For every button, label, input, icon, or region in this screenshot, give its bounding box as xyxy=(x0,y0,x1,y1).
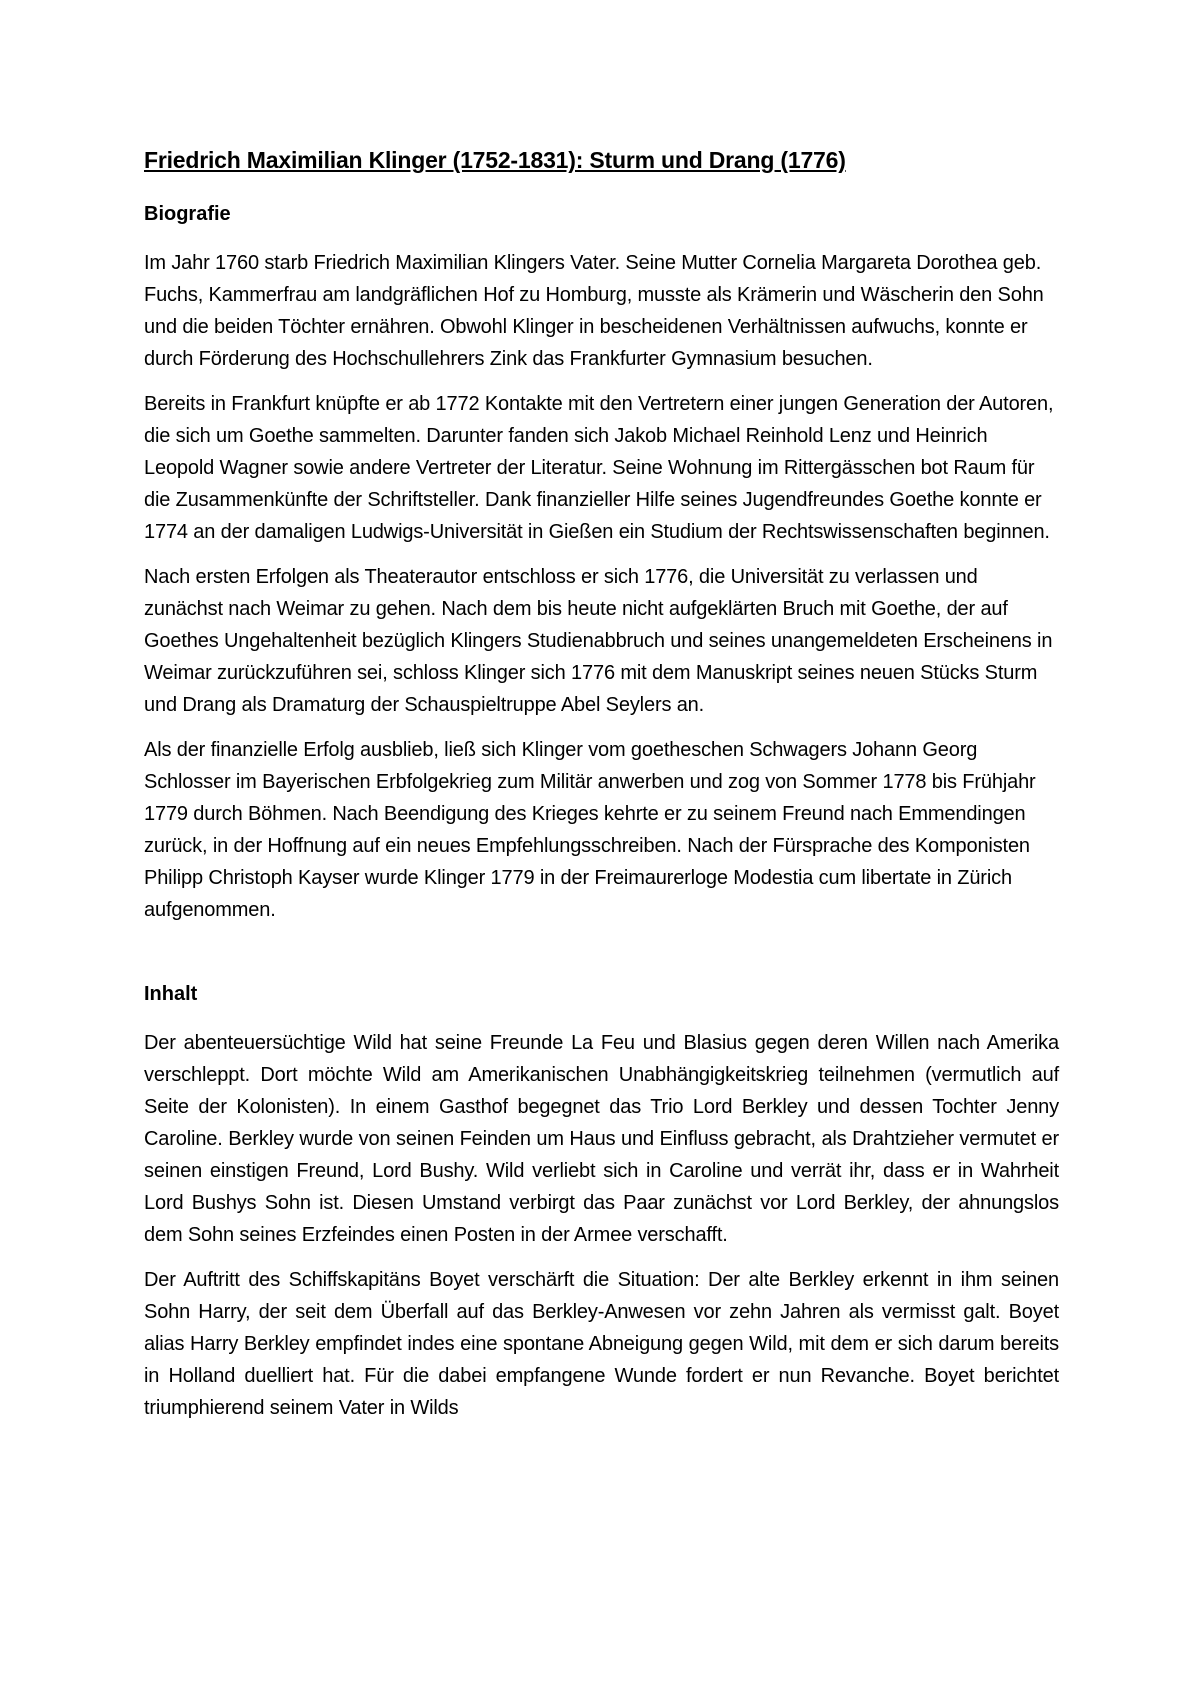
section-heading: Inhalt xyxy=(144,983,198,1005)
paragraph: Nach ersten Erfolgen als Theaterautor entschloss er sich 1776, die Universität zu verlassen und zunächst nach Weimar zu gehen. Nach dem bis heute nicht aufgeklärten Bruch mit Goethe, der auf Goethes Ungehaltenheit bezüglich Klingers Studienabbruch und seines unangemeldeten Erscheinens in Weimar zurückzuführen sei, schloss Klinger sich 1776 mit dem Manuskript seines neuen Stücks Sturm und Drang als Dramaturg der Schauspieltruppe Abel Seylers an. xyxy=(144,566,1053,716)
paragraph: Im Jahr 1760 starb Friedrich Maximilian Klingers Vater. Seine Mutter Cornelia Margareta Dorothea geb. Fuchs, Kammerfrau am landgräflichen Hof zu Homburg, musste als Krämerin und Wäscherin den Sohn und die beiden Töchter ernähren. Obwohl Klinger in bescheidenen Verhältnissen aufwuchs, konnte er durch Förderung des Hochschullehrers Zink das Frankfurter Gymnasium besuchen. xyxy=(144,252,1044,370)
document-title: Friedrich Maximilian Klinger (1752-1831): Sturm und Drang (1776) xyxy=(144,147,846,173)
document-page xyxy=(144,143,1059,1437)
section-biografie xyxy=(144,199,1059,926)
paragraph: Der abenteuersüchtige Wild hat seine Freunde La Feu und Blasius gegen deren Willen nach Amerika verschleppt. Dort möchte Wild am Amerikanischen Unabhängigkeitskrieg teilnehmen (vermutlich auf Seite der Kolonisten). In einem Gasthof begegnet das Trio Lord Berkley und dessen Tochter Jenny Caroline. Berkley wurde von seinen Feinden um Haus und Einfluss gebracht, als Drahtzieher vermutet er seinen einstigen Freund, Lord Bushy. Wild verliebt sich in Caroline und verrät ihr, dass er in Wahrheit Lord Bushys Sohn ist. Diesen Umstand verbirgt das Paar zunächst vor Lord Berkley, der ahnungslos dem Sohn seines Erzfeindes einen Posten in der Armee verschafft. xyxy=(144,1032,1059,1246)
paragraph: Der Auftritt des Schiffskapitäns Boyet verschärft die Situation: Der alte Berkley erkennt in ihm seinen Sohn Harry, der seit dem Überfall auf das Berkley-Anwesen vor zehn Jahren als vermisst galt. Boyet alias Harry Berkley empfindet indes eine spontane Abneigung gegen Wild, mit dem er sich darum bereits in Holland duelliert hat. Für die dabei empfangene Wunde fordert er nun Revanche. Boyet berichtet triumphierend seinem Vater in Wilds xyxy=(144,1269,1059,1419)
section-spacer xyxy=(144,939,1059,979)
section-inhalt xyxy=(144,979,1059,1424)
paragraph: Bereits in Frankfurt knüpfte er ab 1772 Kontakte mit den Vertretern einer jungen Generation der Autoren, die sich um Goethe sammelten. Darunter fanden sich Jakob Michael Reinhold Lenz und Heinrich Leopold Wagner sowie andere Vertreter der Literatur. Seine Wohnung im Rittergässchen bot Raum für die Zusammenkünfte der Schriftsteller. Dank finanzieller Hilfe seines Jugendfreundes Goethe konnte er 1774 an der damaligen Ludwigs-Universität in Gießen ein Studium der Rechtswissenschaften beginnen. xyxy=(144,393,1054,543)
paragraph: Als der finanzielle Erfolg ausblieb, ließ sich Klinger vom goetheschen Schwagers Johann Georg Schlosser im Bayerischen Erbfolgekrieg zum Militär anwerben und zog von Sommer 1778 bis Frühjahr 1779 durch Böhmen. Nach Beendigung des Krieges kehrte er zu seinem Freund nach Emmendingen zurück, in der Hoffnung auf ein neues Empfehlungsschreiben. Nach der Fürsprache des Komponisten Philipp Christoph Kayser wurde Klinger 1779 in der Freimaurerloge Modestia cum libertate in Zürich aufgenommen. xyxy=(144,739,1036,921)
section-heading: Biografie xyxy=(144,203,231,225)
